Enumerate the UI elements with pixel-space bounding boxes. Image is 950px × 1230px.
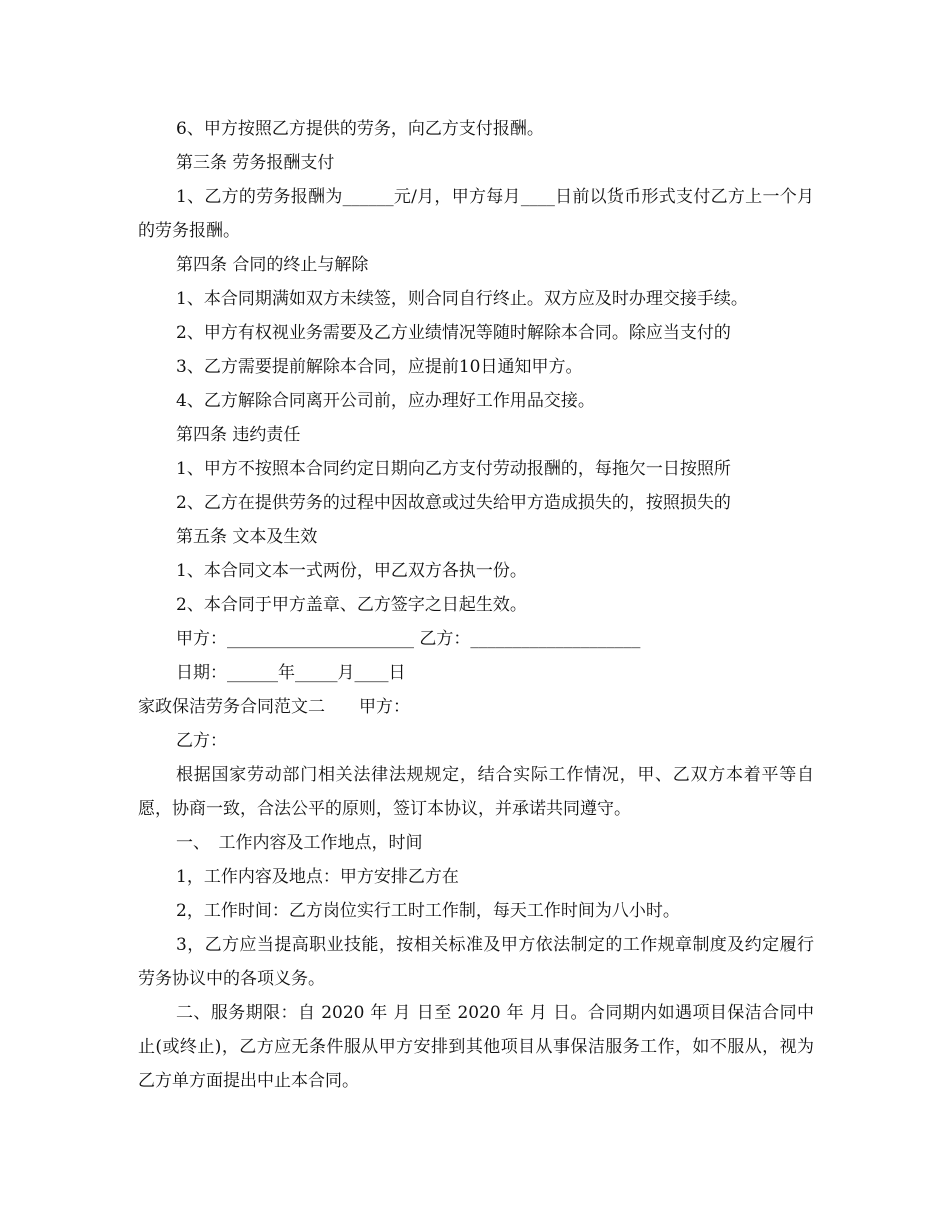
- second-contract-title: 家政保洁劳务合同范文二 甲方：: [138, 697, 410, 717]
- clause-paragraph: 1、乙方的劳务报酬为______元/月，甲方每月____日前以货币形式支付乙方上一个月的劳务报酬。: [138, 187, 814, 241]
- preamble-paragraph: 根据国家劳动部门相关法律法规规定，结合实际工作情况，甲、乙双方本着平等自愿，协商一致，合法公平的原则，签订本协议，并承诺共同遵守。: [138, 765, 814, 819]
- party-b-line: 乙方：: [176, 731, 227, 751]
- clause-paragraph: 2，工作时间：乙方岗位实行工时工作制，每天工作时间为八小时。: [176, 901, 680, 921]
- clause-paragraph: 6、甲方按照乙方提供的劳务，向乙方支付报酬。: [176, 119, 544, 139]
- section-heading: 第四条 合同的终止与解除: [176, 255, 369, 275]
- clause-paragraph: 1、本合同文本一式两份，甲乙双方各执一份。: [176, 561, 527, 581]
- clause-paragraph: 3、乙方需要提前解除本合同，应提前10日通知甲方。: [176, 357, 583, 377]
- clause-paragraph: 1、甲方不按照本合同约定日期向乙方支付劳动报酬的，每拖欠一日按照所: [176, 459, 731, 479]
- clause-paragraph: 2、甲方有权视业务需要及乙方业绩情况等随时解除本合同。除应当支付的: [176, 323, 731, 343]
- clause-paragraph: 2、本合同于甲方盖章、乙方签字之日起生效。: [176, 595, 527, 615]
- clause-paragraph: 3，乙方应当提高职业技能，按相关标准及甲方依法制定的工作规章制度及约定履行劳务协议中的各项义务。: [138, 935, 814, 989]
- section-heading: 第五条 文本及生效: [176, 527, 318, 547]
- section-heading: 一、 工作内容及工作地点，时间: [176, 833, 423, 853]
- clause-paragraph: 1、本合同期满如双方未续签，则合同自行终止。双方应及时办理交接手续。: [176, 289, 748, 309]
- clause-paragraph: 4、乙方解除合同离开公司前，应办理好工作用品交接。: [176, 391, 595, 411]
- section-heading: 第三条 劳务报酬支付: [176, 153, 335, 173]
- clause-paragraph: 1，工作内容及地点：甲方安排乙方在: [176, 867, 459, 887]
- date-line: 日期：______年_____月____日: [176, 663, 406, 683]
- document-body: [138, 112, 814, 1098]
- signature-line: 甲方：______________________ 乙方：____________________: [176, 629, 641, 649]
- clause-paragraph: 2、乙方在提供劳务的过程中因故意或过失给甲方造成损失的，按照损失的: [176, 493, 731, 513]
- clause-paragraph: 二、服务期限：自 2020 年 月 日至 2020 年 月 日。合同期内如遇项目保洁合同中止(或终止)，乙方应无条件服从甲方安排到其他项目从事保洁服务工作，如不服从，视为乙方单方面提出中止本合同。: [138, 1003, 814, 1091]
- section-heading: 第四条 违约责任: [176, 425, 301, 445]
